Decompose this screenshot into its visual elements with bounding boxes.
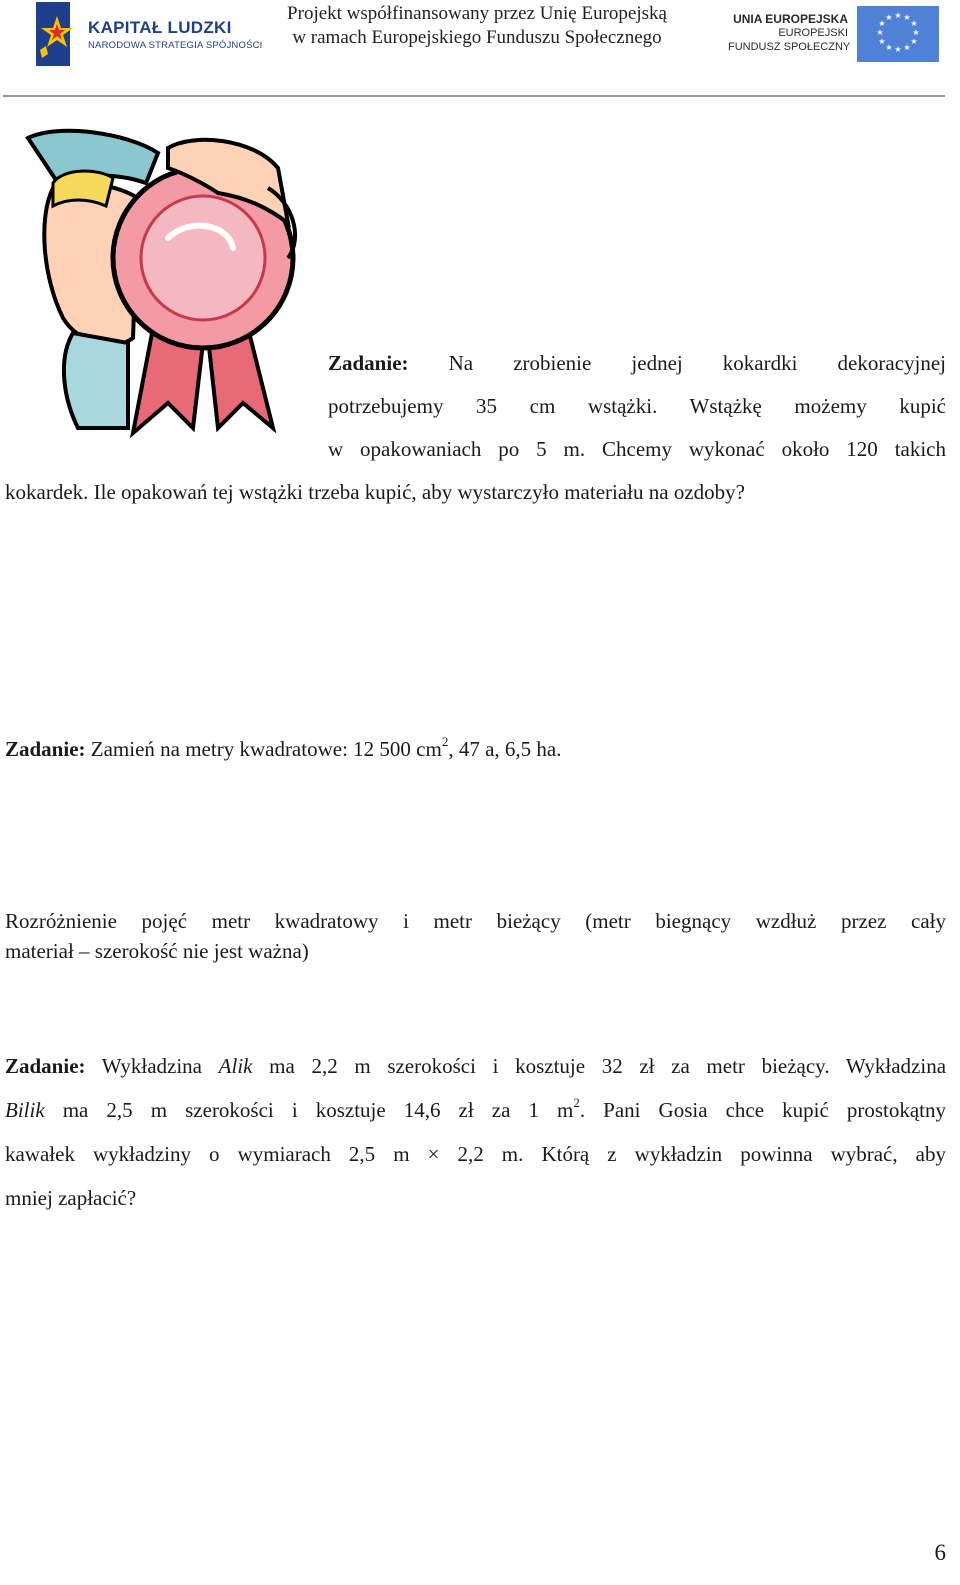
task2-sup: 2 <box>441 734 449 749</box>
svg-text:★: ★ <box>885 13 893 22</box>
task1-line-4: kokardek. Ile opakowań tej wstążki trzeba kupić, aby wystarczyło materiału na ozdoby? <box>5 480 745 504</box>
svg-text:★: ★ <box>912 28 920 37</box>
task1-label: Zadanie: <box>328 351 409 375</box>
task3-l2-a: ma 2,5 m szerokości i kosztuje 14,6 zł za 1 m <box>62 1098 574 1122</box>
task3-label: Zadanie: <box>5 1054 86 1078</box>
svg-text:★: ★ <box>903 13 911 22</box>
task3-line-4: mniej zapłacić? <box>5 1186 137 1210</box>
task2-label: Zadanie: <box>5 737 86 761</box>
task-carpet-comparison <box>5 1044 946 1220</box>
task2-line <box>5 728 946 771</box>
svg-text:★: ★ <box>894 45 902 54</box>
eu-flag-icon <box>857 6 939 62</box>
task1-line-3: w opakowaniach po 5 m. Chcemy wykonać około 120 takich <box>328 437 946 461</box>
svg-text:★: ★ <box>903 43 911 52</box>
task3-l1-a: Wykładzina <box>101 1054 202 1078</box>
eu-line-2: EUROPEJSKI <box>778 27 848 39</box>
task-ribbon-packages <box>5 342 946 514</box>
eu-line-1: UNIA EUROPEJSKA <box>733 12 848 26</box>
note-square-vs-linear-metre <box>5 906 946 966</box>
note-line-1: Rozróżnienie pojęć metr kwadratowy i metr bieżący (metr biegnący wzdłuż przez cały <box>5 909 946 933</box>
project-line-1: Projekt współfinansowany przez Unię Europejską <box>287 3 667 24</box>
task3-line-1 <box>5 1044 946 1088</box>
kapital-ludzki-logo <box>36 2 263 66</box>
task3-l1-b: ma 2,2 m szerokości i kosztuje 32 zł za metr bieżący. Wykładzina <box>269 1054 947 1078</box>
project-funding-note <box>262 2 692 50</box>
header-divider <box>3 95 945 97</box>
task1-line-1 <box>5 342 946 385</box>
page-header <box>0 0 960 100</box>
task3-line-3: kawałek wykładziny o wymiarach 2,5 m × 2,2 m. Którą z wykładzin powinna wybrać, aby <box>5 1142 946 1166</box>
task1-line-2: potrzebujemy 35 cm wstążki. Wstążkę możemy kupić <box>328 394 946 418</box>
eu-line-3: FUNDUSZ SPOŁECZNY <box>728 41 851 53</box>
task3-alik: Alik <box>218 1054 253 1078</box>
task2-text-a: Zamień na metry kwadratowe: 12 500 cm <box>90 737 442 761</box>
kapital-title: KAPITAŁ LUDZKI <box>88 18 232 37</box>
eu-fund-text <box>728 12 851 54</box>
page-number: 6 <box>934 1540 946 1565</box>
task2-text-b: , 47 a, 6,5 ha. <box>448 737 562 761</box>
note-line-2: materiał – szerokość nie jest ważna) <box>5 939 309 963</box>
project-line-2: w ramach Europejskiego Funduszu Społecznego <box>292 27 662 48</box>
task3-line-2 <box>5 1088 946 1132</box>
svg-text:★: ★ <box>910 19 918 28</box>
task1-text-1: Na zrobienie jednej kokardki dekoracyjnej <box>448 351 946 375</box>
task-convert-units <box>5 728 946 771</box>
svg-text:★: ★ <box>885 43 893 52</box>
svg-text:★: ★ <box>876 28 884 37</box>
svg-text:★: ★ <box>878 19 886 28</box>
svg-text:★: ★ <box>894 11 902 20</box>
kapital-star-icon <box>36 2 78 66</box>
task3-l2-sup: 2 <box>573 1095 580 1110</box>
task3-bilik: Bilik <box>5 1098 45 1122</box>
kapital-subtitle: NARODOWA STRATEGIA SPÓJNOŚCI <box>88 40 263 51</box>
svg-text:★: ★ <box>910 37 918 46</box>
svg-text:★: ★ <box>878 37 886 46</box>
task3-l2-b: . Pani Gosia chce kupić prostokątny <box>579 1098 946 1122</box>
